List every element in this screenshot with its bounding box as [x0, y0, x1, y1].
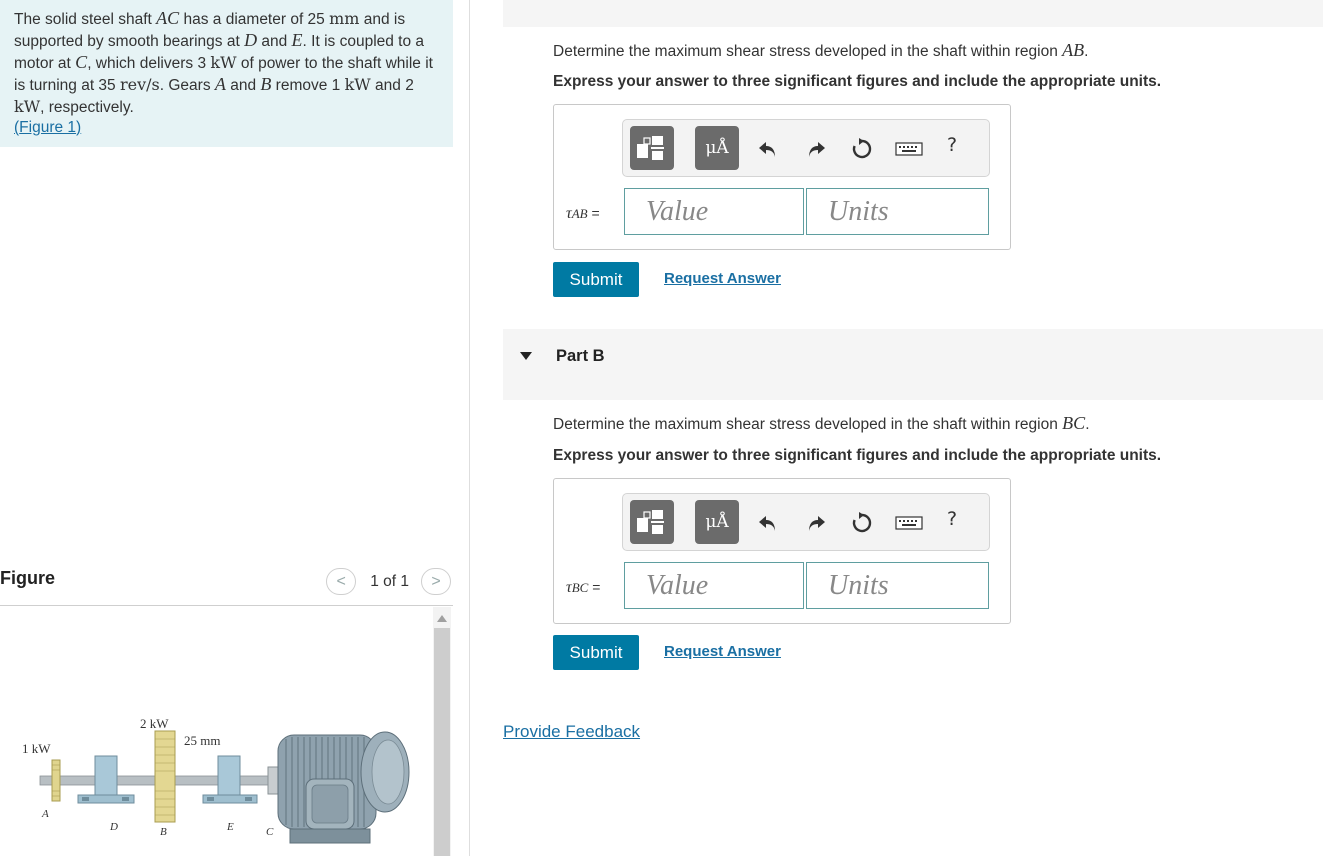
part-b-submit-button[interactable]: Submit	[553, 635, 639, 670]
keyboard-icon	[895, 141, 923, 157]
label-power-a: 1 kW	[22, 741, 51, 756]
motor	[278, 732, 409, 843]
help-button[interactable]	[947, 508, 957, 530]
redo-button[interactable]	[803, 136, 829, 162]
bearing-d	[95, 756, 117, 796]
part-b-math-toolbar	[622, 493, 990, 551]
templates-icon	[635, 508, 669, 536]
figure-title: Figure	[0, 568, 56, 588]
label-diameter: 25 mm	[184, 733, 221, 748]
label-point-b: B	[160, 826, 167, 838]
part-b-answer-box	[553, 478, 1011, 624]
undo-icon	[757, 138, 779, 160]
label-point-d: D	[110, 821, 118, 833]
next-figure-button[interactable]	[421, 568, 451, 595]
help-button[interactable]	[947, 134, 957, 156]
reset-button[interactable]	[849, 510, 875, 536]
caret-down-icon[interactable]	[520, 352, 532, 360]
part-b-request-answer-link[interactable]: Request Answer	[664, 643, 781, 660]
units-button[interactable]	[695, 126, 739, 170]
units-icon: μÅ	[705, 512, 729, 532]
undo-icon	[757, 512, 779, 534]
label-point-c: C	[266, 826, 274, 838]
part-b-instruction: Express your answer to three significant figures and include the appropriate units.	[553, 447, 1162, 464]
label-power-b: 2 kW	[140, 716, 169, 731]
redo-icon	[805, 138, 827, 160]
units-button[interactable]	[695, 500, 739, 544]
shaft-figure	[0, 607, 433, 856]
reset-icon	[850, 511, 874, 535]
undo-button[interactable]	[755, 136, 781, 162]
figure-page-indicator: 1 of 1	[370, 572, 409, 590]
help-icon: ?	[947, 134, 958, 156]
chevron-right-icon: >	[431, 572, 441, 590]
chevron-left-icon: <	[336, 572, 346, 590]
part-b-header[interactable]	[503, 329, 1323, 400]
redo-icon	[805, 512, 827, 534]
problem-text: The solid steel shaft AC has a diameter of 25 mm and is supported by smooth bearings at D and E. It is coupled to a motor at C, which delivers 3 kW of power to the shaft while it is turning at 35 rev/s. Gears A and B remove 1 kW and 2 kW, respectively.	[14, 8, 433, 116]
part-a-answer-box	[553, 104, 1011, 250]
part-b-title[interactable]: Part B	[556, 347, 605, 365]
units-icon: μÅ	[705, 138, 729, 158]
part-a-request-answer-link[interactable]: Request Answer	[664, 270, 781, 287]
figure-link[interactable]: (Figure 1)	[14, 119, 82, 136]
label-point-e: E	[227, 821, 234, 833]
figure-scrollbar[interactable]	[433, 607, 451, 856]
templates-button[interactable]	[630, 500, 674, 544]
problem-statement	[0, 0, 453, 147]
part-a-variable-label: τAB =	[566, 205, 600, 222]
part-a-value-input[interactable]: Value	[624, 188, 804, 235]
coupling-c	[268, 767, 278, 794]
part-a-header-band	[503, 0, 1323, 27]
reset-button[interactable]	[849, 136, 875, 162]
part-b-value-input[interactable]: Value	[624, 562, 804, 609]
part-a-units-input[interactable]: Units	[806, 188, 989, 235]
part-b-units-input[interactable]: Units	[806, 562, 989, 609]
reset-icon	[850, 137, 874, 161]
provide-feedback-link[interactable]: Provide Feedback	[503, 722, 641, 741]
part-a-question: Determine the maximum shear stress developed in the shaft within region AB.	[553, 40, 1089, 60]
part-b-question: Determine the maximum shear stress developed in the shaft within region BC.	[553, 413, 1090, 433]
bearing-e	[218, 756, 240, 796]
redo-button[interactable]	[803, 510, 829, 536]
help-icon: ?	[947, 508, 958, 530]
part-a-submit-button[interactable]: Submit	[553, 262, 639, 297]
undo-button[interactable]	[755, 510, 781, 536]
keyboard-button[interactable]	[895, 136, 923, 162]
column-divider	[469, 0, 470, 856]
label-point-a: A	[42, 808, 49, 820]
keyboard-icon	[895, 515, 923, 531]
part-a-math-toolbar	[622, 119, 990, 177]
figure-viewport	[0, 607, 433, 856]
scrollbar-thumb[interactable]	[434, 628, 450, 856]
keyboard-button[interactable]	[895, 510, 923, 536]
scroll-up-icon[interactable]	[437, 615, 447, 622]
figure-pager	[326, 568, 451, 595]
figure-header	[0, 564, 453, 606]
templates-button[interactable]	[630, 126, 674, 170]
prev-figure-button[interactable]	[326, 568, 356, 595]
templates-icon	[635, 134, 669, 162]
gear-b	[155, 731, 175, 822]
part-a-instruction: Express your answer to three significant figures and include the appropriate units.	[553, 73, 1162, 90]
gear-a	[52, 760, 60, 801]
part-b-variable-label: τBC =	[566, 579, 601, 596]
